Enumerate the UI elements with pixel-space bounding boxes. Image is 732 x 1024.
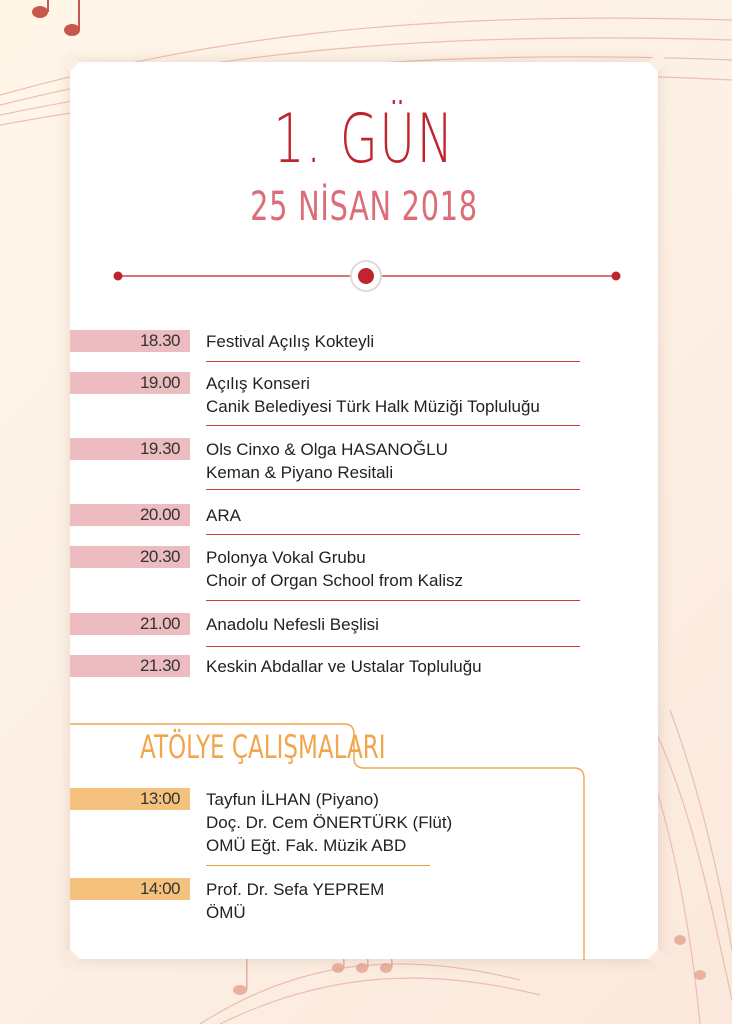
- event-text: [206, 330, 374, 353]
- event-line: Polonya Vokal Grubu: [206, 548, 366, 567]
- event-line: OMÜ Eğt. Fak. Müzik ABD: [206, 836, 407, 855]
- event-line: Festival Açılış Kokteyli: [206, 332, 375, 351]
- row-rule: [206, 600, 580, 601]
- event-line: Tayfun İLHAN (Piyano): [206, 790, 379, 809]
- event-line: ARA: [206, 506, 241, 525]
- event-line: Prof. Dr. Sefa YEPREM: [206, 880, 385, 899]
- day-title: 1. GÜN: [273, 100, 455, 179]
- event-text: [206, 788, 452, 857]
- event-line: Keskin Abdallar ve Ustalar Topluluğu: [206, 657, 482, 676]
- time-label: 13:00: [139, 789, 180, 808]
- workshop-title: ATÖLYE ÇALIŞMALARI: [140, 728, 386, 766]
- row-rule: [206, 865, 430, 866]
- event-line: Choir of Organ School from Kalisz: [206, 571, 463, 590]
- time-label: 21.00: [139, 614, 180, 633]
- time-bar: [70, 330, 190, 352]
- time-bar: [70, 504, 190, 526]
- time-bar: [70, 546, 190, 568]
- event-line: Açılış Konseri: [206, 374, 310, 393]
- event-text: [206, 504, 241, 527]
- event-text: [206, 438, 448, 484]
- time-label: 20.30: [139, 547, 180, 566]
- time-bar: [70, 878, 190, 900]
- time-label: 21.30: [139, 656, 180, 675]
- time-bar: [70, 613, 190, 635]
- row-rule: [206, 534, 580, 535]
- event-text: [206, 372, 540, 418]
- event-text: [206, 878, 384, 924]
- event-line: ÖMÜ: [206, 903, 246, 922]
- event-line: Anadolu Nefesli Beşlisi: [206, 615, 379, 634]
- time-label: 19.00: [139, 373, 180, 392]
- program-card: [70, 62, 658, 959]
- row-rule: [206, 361, 580, 362]
- time-bar: [70, 372, 190, 394]
- event-line: Ols Cinxo & Olga HASANOĞLU: [206, 440, 448, 459]
- event-text: [206, 546, 463, 592]
- row-rule: [206, 425, 580, 426]
- row-rule: [206, 646, 580, 647]
- time-label: 19.30: [139, 439, 180, 458]
- event-line: Keman & Piyano Resitali: [206, 463, 394, 482]
- time-label: 14:00: [139, 879, 180, 898]
- event-line: Doç. Dr. Cem ÖNERTÜRK (Flüt): [206, 813, 453, 832]
- day-date: 25 NİSAN 2018: [250, 184, 478, 230]
- time-label: 18.30: [139, 331, 180, 350]
- time-label: 20.00: [139, 505, 180, 524]
- event-line: Canik Belediyesi Türk Halk Müziği Topluluğu: [206, 397, 540, 416]
- event-text: [206, 613, 379, 636]
- row-rule: [206, 489, 580, 490]
- time-bar: [70, 438, 190, 460]
- time-bar: [70, 788, 190, 810]
- time-bar: [70, 655, 190, 677]
- title-divider: [112, 260, 622, 292]
- event-text: [206, 655, 482, 678]
